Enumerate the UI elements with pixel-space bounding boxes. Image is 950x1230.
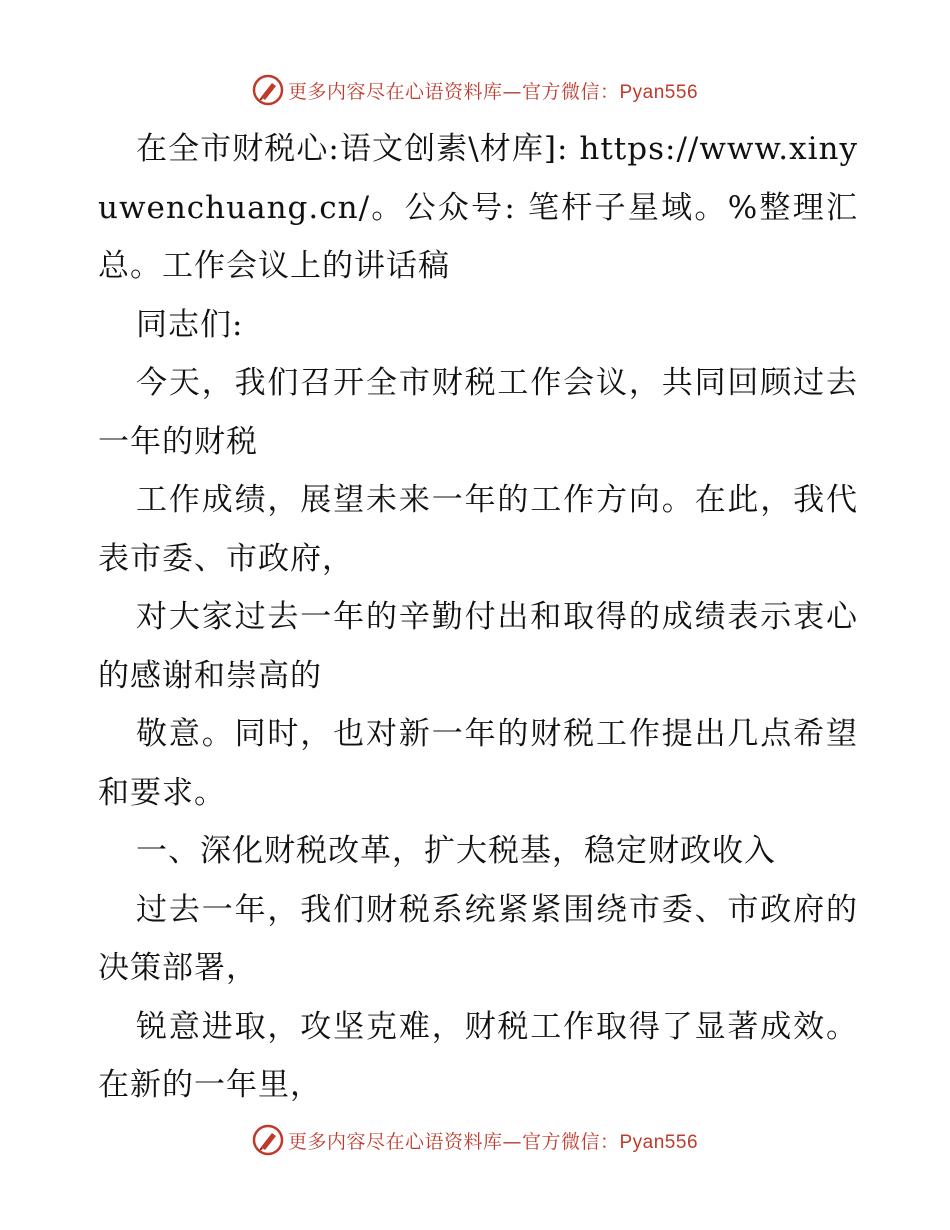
header-banner <box>0 70 950 110</box>
footer-banner-text <box>288 1127 698 1154</box>
pen-logo-icon <box>252 1124 284 1156</box>
paragraph: 今天，我们召开全市财税工作会议，共同回顾过去一年的财税 <box>98 365 858 460</box>
paragraph: 敬意。同时，也对新一年的财税工作提出几点希望和要求。 <box>98 716 858 811</box>
paragraph-intro: 在全市财税心:语文创素\材库]: https://www.xinyuwenchuang.cn/。公众号: 笔杆子星域。%整理汇总。工作会议上的讲话稿 <box>98 131 858 284</box>
header-banner-wechat-id: Pyan556 <box>619 81 699 103</box>
paragraph: 过去一年，我们财税系统紧紧围绕市委、市政府的决策部署， <box>98 891 858 986</box>
footer-banner-wechat-id: Pyan556 <box>619 1131 699 1153</box>
section-heading: 一、深化财税改革，扩大税基，稳定财政收入 <box>136 833 776 869</box>
footer-banner-wechat-label: 官方微信： <box>521 1130 620 1153</box>
paragraph: 工作成绩，展望未来一年的工作方向。在此，我代表市委、市政府， <box>98 482 858 577</box>
footer-banner-dash: — <box>502 1130 522 1153</box>
pen-logo-icon <box>252 74 284 106</box>
footer-banner <box>0 1120 950 1160</box>
header-banner-text <box>288 77 698 104</box>
paragraph-greeting: 同志们: <box>136 306 244 343</box>
document-body <box>98 120 858 1115</box>
footer-banner-title: 更多内容尽在心语资料库 <box>287 1130 503 1153</box>
paragraph: 对大家过去一年的辛勤付出和取得的成绩表示衷心的感谢和崇高的 <box>98 599 858 694</box>
header-banner-wechat-label: 官方微信： <box>521 80 620 103</box>
paragraph: 锐意进取，攻坚克难，财税工作取得了显著成效。在新的一年里， <box>98 1008 858 1103</box>
header-banner-title: 更多内容尽在心语资料库 <box>287 80 503 103</box>
header-banner-dash: — <box>502 80 522 103</box>
